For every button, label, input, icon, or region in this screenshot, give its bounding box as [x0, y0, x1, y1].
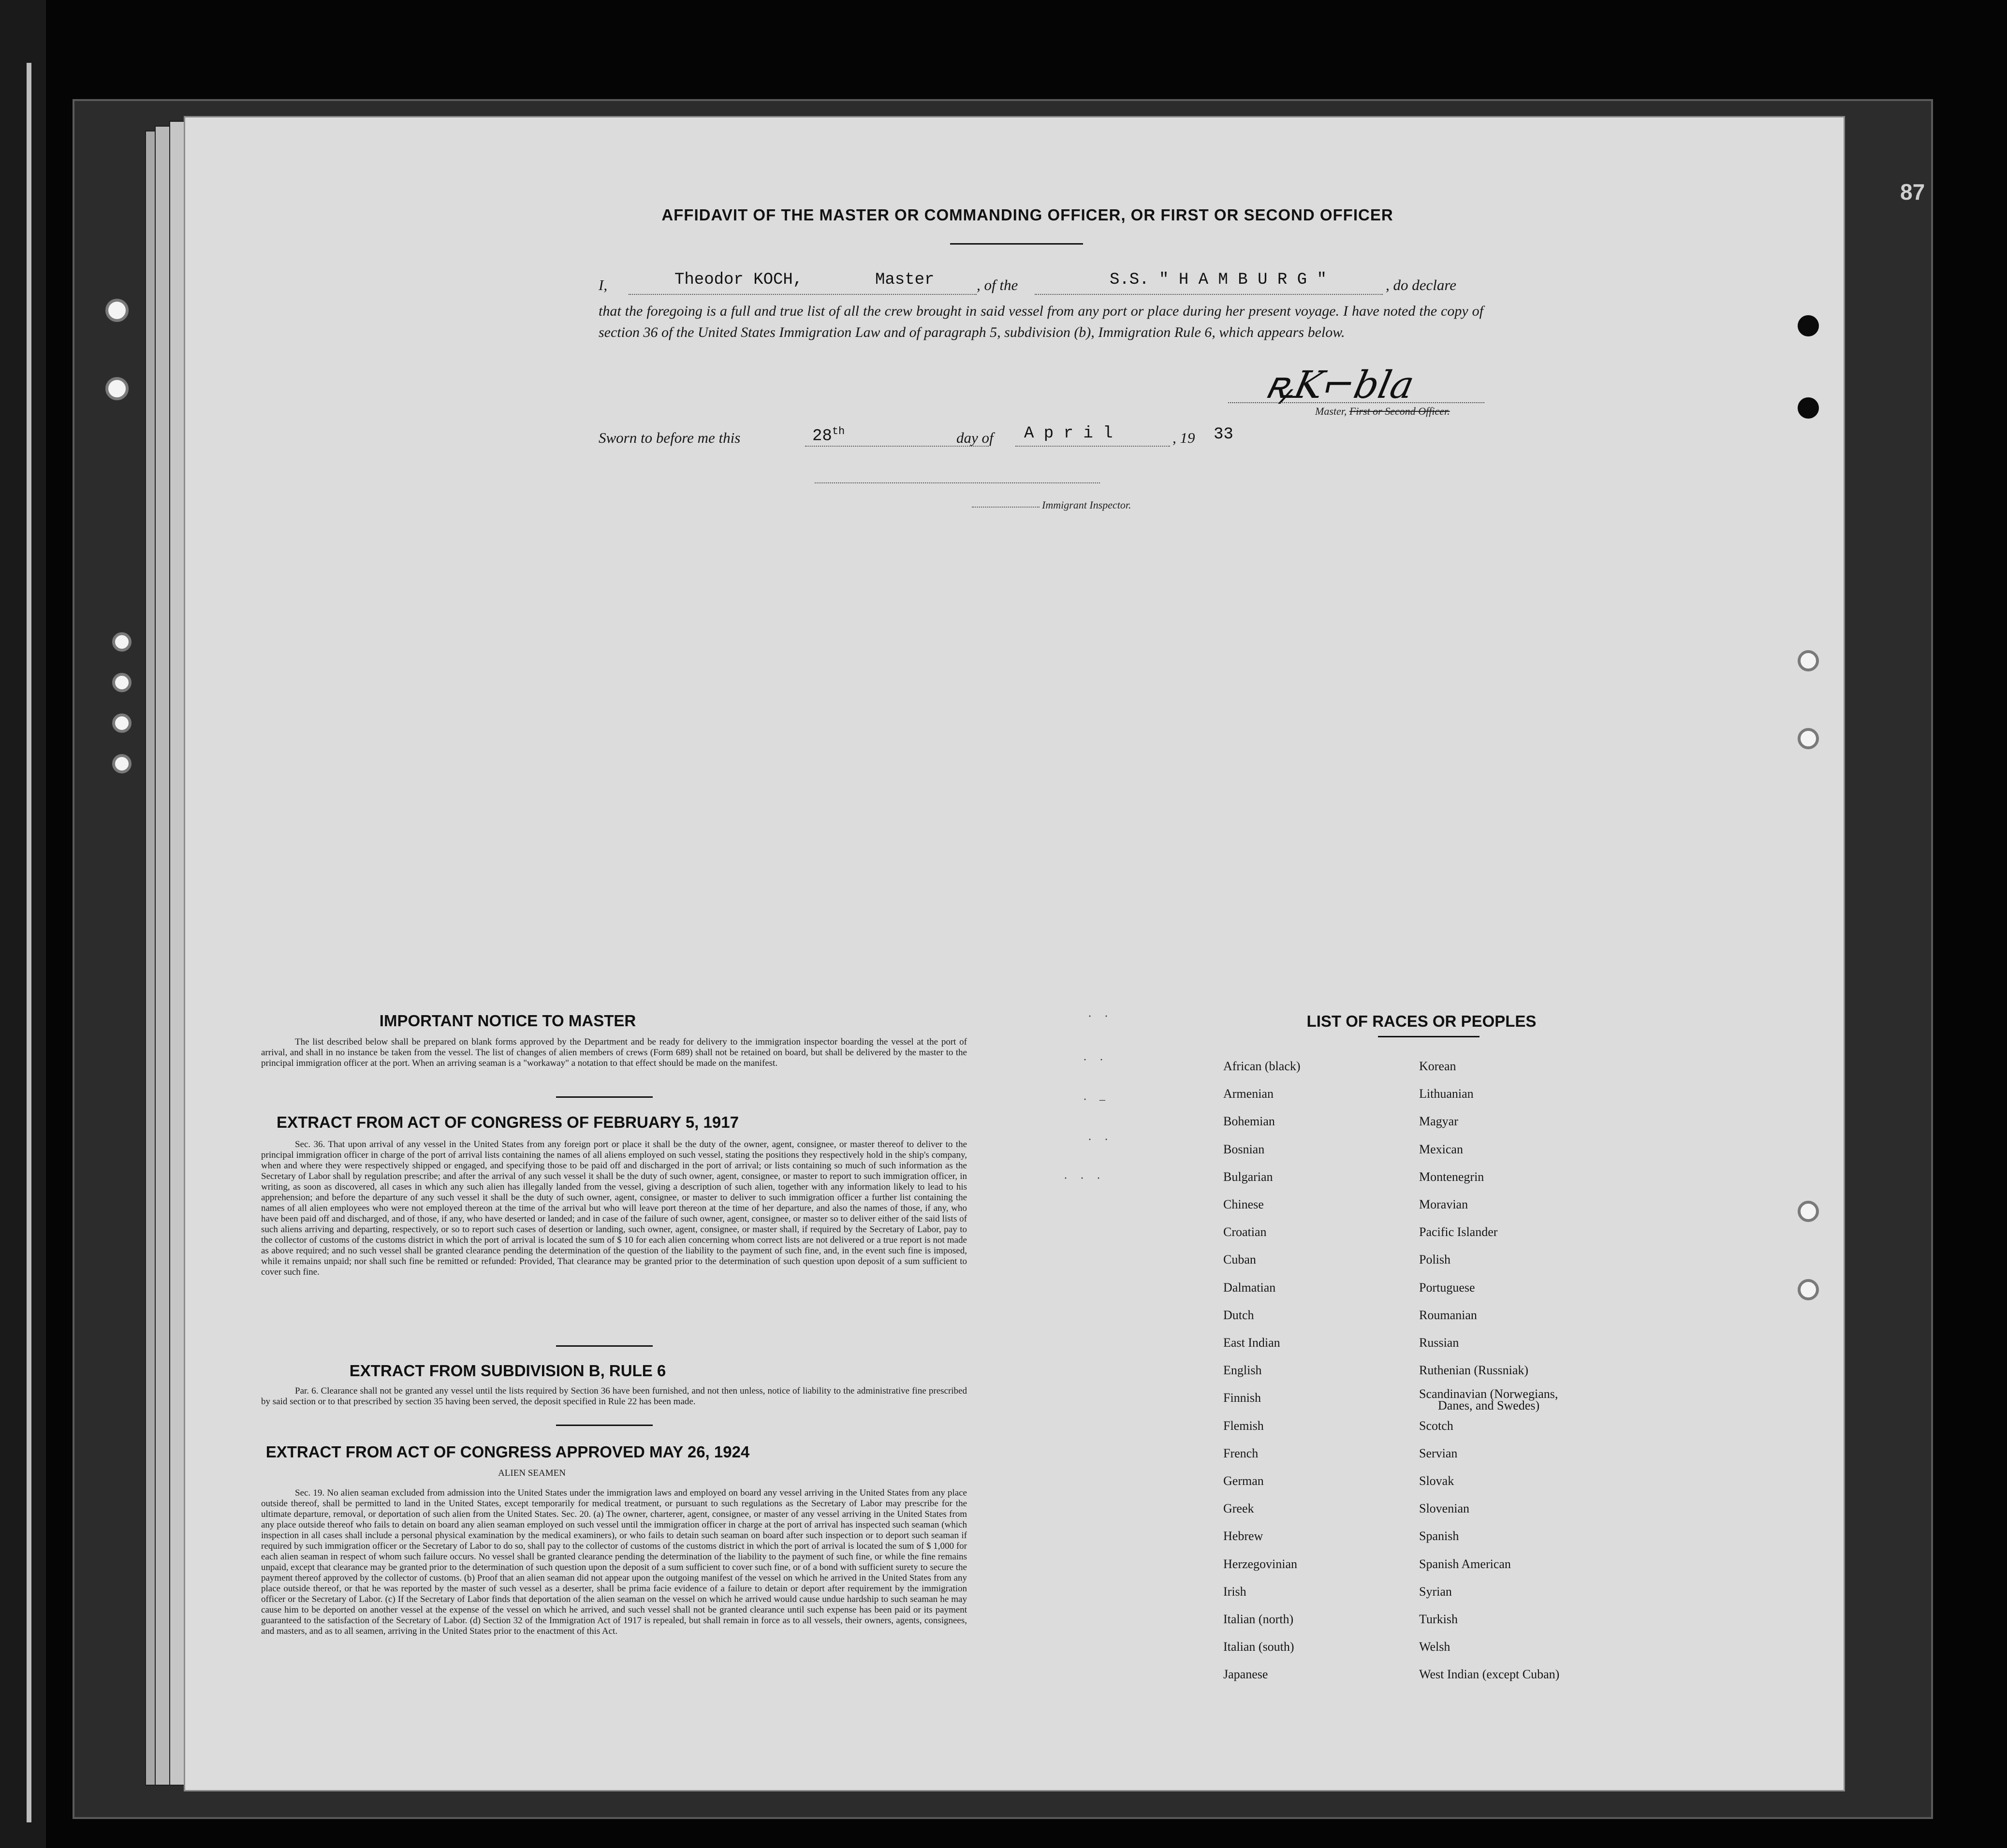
- rule-6-text: [261, 1386, 967, 1407]
- race-item: Magyar: [1419, 1114, 1458, 1129]
- race-item: Slovenian: [1419, 1501, 1469, 1516]
- race-item: Lithuanian: [1419, 1087, 1474, 1101]
- race-item: Cuban: [1223, 1252, 1256, 1267]
- binder-hole: [1798, 728, 1819, 749]
- race-item: East Indian: [1223, 1336, 1280, 1350]
- important-notice-heading: IMPORTANT NOTICE TO MASTER: [379, 1012, 636, 1030]
- section-rule: [556, 1425, 653, 1426]
- race-item: Dutch: [1223, 1308, 1254, 1322]
- of-the-label: , of the: [977, 276, 1018, 293]
- vessel-name: S.S. " H A M B U R G ": [1110, 271, 1327, 289]
- year-suffix: 33: [1214, 425, 1233, 444]
- race-item: Polish: [1419, 1252, 1451, 1267]
- section-rule: [556, 1096, 653, 1098]
- race-item: French: [1223, 1446, 1259, 1460]
- race-item: Bohemian: [1223, 1114, 1275, 1129]
- race-item: Chinese: [1223, 1197, 1264, 1211]
- race-item: Korean: [1419, 1059, 1456, 1073]
- margin-marks: · ·: [1088, 1134, 1113, 1146]
- race-item: Hebrew: [1223, 1529, 1263, 1543]
- master-name: Theodor KOCH,: [674, 271, 803, 289]
- sworn-day: [812, 425, 845, 445]
- inspector-label: Immigrant Inspector.: [1042, 499, 1131, 511]
- race-item: Herzegovinian: [1223, 1557, 1298, 1571]
- race-item: Finnish: [1223, 1391, 1261, 1405]
- race-item: Spanish: [1419, 1529, 1459, 1543]
- sworn-label: Sworn to before me this: [599, 429, 741, 446]
- binder-hole: [112, 713, 132, 733]
- margin-marks: · ·: [1083, 1054, 1108, 1066]
- month-line: [1015, 446, 1170, 447]
- rule-6-heading: EXTRACT FROM SUBDIVISION B, RULE 6: [349, 1362, 666, 1380]
- binder-hole: [1798, 650, 1819, 671]
- vessel-line: [1035, 294, 1383, 295]
- race-item: Italian (north): [1223, 1612, 1294, 1626]
- binder-hole: [1798, 397, 1819, 419]
- races-rule: [1378, 1036, 1480, 1037]
- act-1917-paragraph: Sec. 36. That upon arrival of any vessel in the United States from any foreign port or place it shall be the duty of the owner, agent, consignee, or master thereof to deliver to the principal immigration officer in charge of the port of arrival lists containing the names of all aliens employed on such vessel, stating the positions they respectively hold in the ship's company, when and where they were respectively shipped or engaged, and specifying those to be paid off and discharged in the port of arrival; or lists containing so much of such information as the Secretary of Labor shall by regulation prescribe; and after the arrival of any such vessel it shall be the duty of such owner, agent, consignee, or master to report to such immigration officer, in writing, as soon as discovered, all cases in which any such alien has illegally landed from the vessel, giving a description of such alien, together with any information likely to lead to his apprehension; and before the departure of any such vessel it shall be the duty of such owner, agent, consignee, or master to deliver to such immigration officer a further list containing the names of all alien employees who were not employed thereon at the time of the arrival but who will leave port thereon at the time of her departure, and also the names of those, if any, who have been paid off and discharged, and of those, if any, who have deserted or landed; and in case of the failure of such owner, agent, consignee, or master so to deliver either of the said lists of such aliens arriving and departing, respectively, or so to report such cases of desertion or landing, such owner, agent, consignee, or master shall, if required by the Secretary of Labor, pay to the collector of customs of the customs district in which the port of arrival is located the sum of $ 10 for each alien concerning whom correct lists are not delivered or a true report is not made as above required; and no such vessel shall be granted clearance pending the determination of the question of the liability to the payment of such fine, and, in the event such fine is imposed, while it remains unpaid; nor shall such fine be remitted or refunded: Provided, That clearance may be granted prior to the determination of such question upon deposit of a sum sufficient to cover such fine.: [261, 1139, 967, 1277]
- sworn-month: A p r i l: [1024, 424, 1113, 443]
- binder-strip: [0, 0, 46, 1848]
- race-item: Scandinavian (Norwegians, Danes, and Swedes): [1419, 1387, 1558, 1413]
- race-item: Italian (south): [1223, 1640, 1294, 1654]
- race-item: West Indian (except Cuban): [1419, 1667, 1560, 1682]
- affidavit-title: AFFIDAVIT OF THE MASTER OR COMMANDING OFFICER, OR FIRST OR SECOND OFFICER: [661, 206, 1393, 224]
- title-rule: [950, 243, 1083, 245]
- races-title: LIST OF RACES OR PEOPLES: [1306, 1012, 1537, 1030]
- race-item: Scotch: [1419, 1418, 1453, 1433]
- race-item: Armenian: [1223, 1087, 1274, 1101]
- binder-hole: [112, 754, 132, 773]
- race-item: Servian: [1419, 1446, 1458, 1460]
- race-item: Croatian: [1223, 1225, 1267, 1239]
- do-declare-label: , do declare: [1386, 276, 1457, 293]
- signature-role-struck: First or Second Officer.: [1349, 405, 1450, 417]
- binder-hole: [1798, 1201, 1819, 1222]
- race-item: Welsh: [1419, 1640, 1450, 1654]
- race-item: Moravian: [1419, 1197, 1468, 1211]
- race-item: Irish: [1223, 1584, 1246, 1599]
- inspector-signature-line: [815, 482, 1100, 483]
- act-1924-heading: EXTRACT FROM ACT OF CONGRESS APPROVED MAY 26, 1924: [265, 1443, 750, 1461]
- act-1924-text: [261, 1488, 967, 1637]
- race-item: German: [1223, 1474, 1264, 1488]
- master-signature: ꝶK⌐bla: [1261, 364, 1418, 407]
- sworn-day-number: 28: [812, 427, 832, 446]
- inspector-name-line: [972, 507, 1040, 508]
- race-item: Flemish: [1223, 1418, 1264, 1433]
- race-item: Dalmatian: [1223, 1280, 1276, 1295]
- sworn-day-suffix: th: [832, 425, 845, 437]
- race-item: Japanese: [1223, 1667, 1268, 1682]
- race-item: Bulgarian: [1223, 1169, 1273, 1184]
- act-1924-paragraph: Sec. 19. No alien seaman excluded from admission into the United States under the immigration laws and employed on board any vessel arriving in the United States from any place outside thereof, shall be permitted to land in the United States, except temporarily for medical treatment, or pursuant to such regulations as the Secretary of Labor may prescribe for the ultimate departure, removal, or deportation of such alien from the United States. Sec. 20. (a) The owner, charterer, agent, consignee, or master of any vessel arriving in the United States from any place outside thereof who fails to detain on board any alien seaman employed on such vessel until the immigration officer in charge at the port of arrival has inspected such seaman (which inspection in all cases shall include a personal physical examination by the medical examiners), or who fails to detain such seaman on board after such inspection or to deport such seaman if required by such immigration officer or the Secretary of Labor to do so, shall pay to the collector of customs of the customs district in which the port of arrival is located the sum of $ 1,000 for each alien seaman in respect of whom such failure occurs. No vessel shall be granted clearance pending the determination of the liability to the payment of such fine, or while the fine remains unpaid, except that clearance may be granted prior to the determination of such question upon the deposit of a sum sufficient to cover such fine, or of a bond with sufficient surety to secure the payment thereof approved by the collector of customs. (b) Proof that an alien seaman did not appear upon the outgoing manifest of the vessel on which he arrived in the United States from any place outside thereof, or that he was reported by the master of such vessel as a deserter, shall be prima facie evidence of a failure to detain or deport after requirement by the immigration officer or the Secretary of Labor. (c) If the Secretary of Labor finds that deportation of the alien seaman on the vessel on which he arrived would cause undue hardship to such seaman he may cause him to be deported on another vessel at the expense of the vessel on which he arrived, and such vessel shall not be granted clearance until such expense has been paid or its payment guaranteed to the satisfaction of the Secretary of Labor. (d) Section 32 of the Immigration Act of 1917 is repealed, but shall remain in force as to all vessels, their owners, agents, consignees, and masters, and as to all seamen, arriving in the United States prior to the enactment of this Act.: [261, 1488, 967, 1636]
- race-item: Turkish: [1419, 1612, 1458, 1626]
- race-item: Syrian: [1419, 1584, 1452, 1599]
- race-item: Montenegrin: [1419, 1169, 1484, 1184]
- declarant-prefix: I,: [599, 276, 608, 293]
- signature-line: [1228, 402, 1484, 403]
- binder-edge: [27, 63, 31, 1822]
- binder-hole: [1798, 315, 1819, 336]
- race-item: Ruthenian (Russniak): [1419, 1363, 1529, 1378]
- race-item: African (black): [1223, 1059, 1301, 1073]
- race-item: Mexican: [1419, 1142, 1463, 1156]
- binder-hole: [112, 673, 132, 692]
- master-rank: Master: [875, 271, 935, 289]
- signature-role-master: Master,: [1315, 405, 1347, 417]
- name-line: [629, 294, 977, 295]
- year-prefix: , 19: [1172, 429, 1195, 446]
- race-item: Spanish American: [1419, 1557, 1511, 1571]
- race-item: Bosnian: [1223, 1142, 1265, 1156]
- page-number: 87: [1900, 179, 1925, 204]
- margin-marks: · ·: [1088, 1010, 1113, 1023]
- important-notice-paragraph: The list described below shall be prepared on blank forms approved by the Department and be ready for delivery to the immigration inspector boarding the vessel at the port of arrival, and shall in no instance be taken from the vessel. The list of changes of alien members of crews (Form 689) shall not be retained on board, but shall be delivered by the master to the principal immigration officer at the port. When an arriving seaman is a "workaway" a notation to that effect should be made on the manifest.: [261, 1037, 967, 1068]
- day-of-label: day of: [956, 429, 994, 446]
- binder-hole: [1798, 1279, 1819, 1300]
- important-notice-text: [261, 1037, 967, 1069]
- race-item: English: [1223, 1363, 1262, 1378]
- race-item: Portuguese: [1419, 1280, 1475, 1295]
- race-item: Russian: [1419, 1336, 1459, 1350]
- act-1917-heading: EXTRACT FROM ACT OF CONGRESS OF FEBRUARY 5, 1917: [277, 1113, 739, 1131]
- race-item: Slovak: [1419, 1474, 1454, 1488]
- race-item: Greek: [1223, 1501, 1254, 1516]
- binder-hole: [105, 377, 129, 400]
- binder-hole: [105, 299, 129, 322]
- declaration-text: that the foregoing is a full and true list of all the crew brought in said vessel from any port or place during her present voyage. I have noted the copy of section 36 of the United States Immigration Law and of paragraph 5, subdivision (b), Immigration Rule 6, which appears below.: [599, 303, 1483, 340]
- act-1917-text: [261, 1139, 967, 1278]
- signature-role: [1315, 405, 1450, 418]
- margin-marks: · –: [1083, 1093, 1110, 1106]
- margin-marks: · · ·: [1064, 1172, 1105, 1185]
- section-rule: [556, 1345, 653, 1347]
- rule-6-paragraph: Par. 6. Clearance shall not be granted any vessel until the lists required by Section 36 have been furnished, and not then unless, notice of liability to the administrative fine prescribed by said section or to that prescribed by section 35 having been served, the deposit specified in Rule 22 has been made.: [261, 1386, 967, 1407]
- race-item: Pacific Islander: [1419, 1225, 1498, 1239]
- binder-hole: [112, 632, 132, 652]
- act-1924-subheading: ALIEN SEAMEN: [498, 1468, 566, 1478]
- race-item: Roumanian: [1419, 1308, 1477, 1322]
